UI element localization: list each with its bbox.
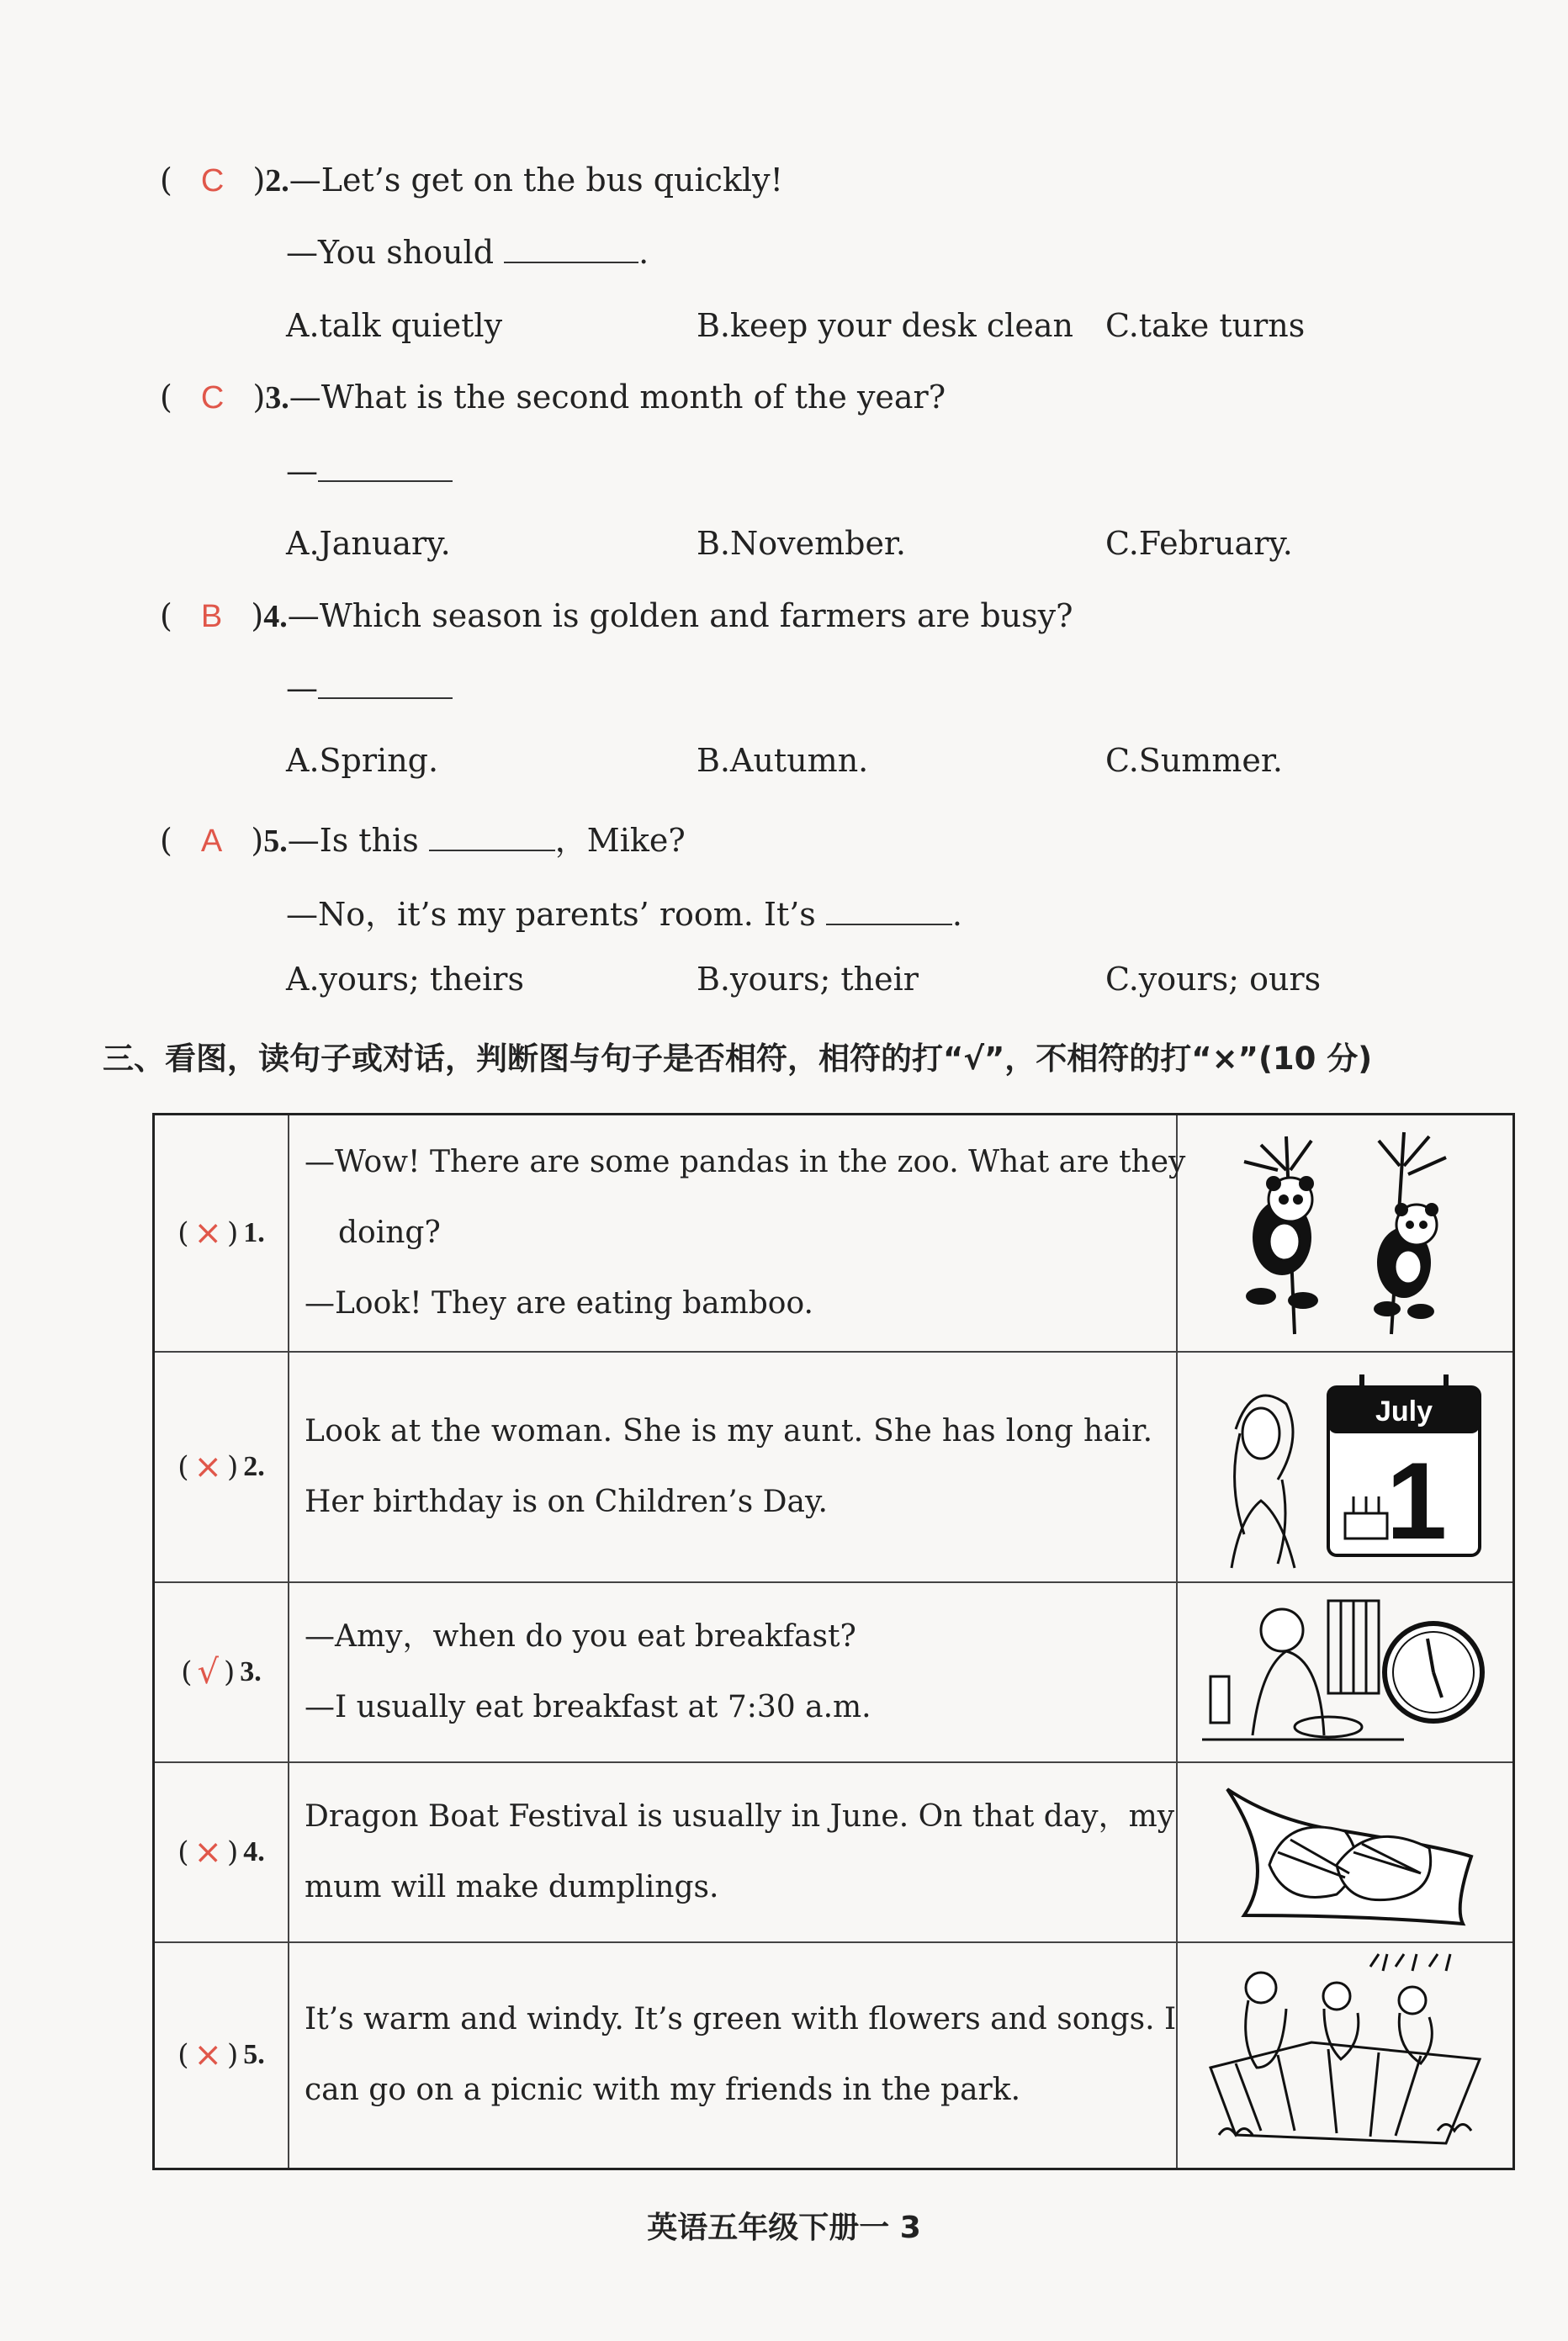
dumplings-on-leaf-image (1210, 1772, 1480, 1932)
row-text-line: Look at the woman. She is my aunt. She has long hair. (305, 1413, 1153, 1449)
page-footer: 英语五年级下册一 3 (647, 2211, 921, 2245)
answer-blank (318, 672, 453, 699)
pandas-picture (1177, 1115, 1514, 1352)
calendar-day: 1 (1385, 1438, 1448, 1562)
judge-mark: × (193, 2036, 222, 2075)
table-row (154, 1352, 1514, 1582)
question-3: ( C )3.—What is the second month of the year? (160, 379, 946, 416)
judge-mark: × (193, 1213, 222, 1253)
question-number: 3. (265, 380, 289, 416)
option-b: B.yours; their (697, 961, 919, 998)
question-4-response: — (286, 670, 453, 707)
row-text-line: can go on a picnic with my friends in the park. (305, 2073, 1021, 2108)
option-c: C.Summer. (1105, 742, 1283, 779)
row-number: ( × ) 5. (177, 2036, 265, 2075)
question-text: —What is the second month of the year? (289, 379, 946, 416)
row-text-line: It’s warm and windy. It’s green with flowers and songs. I (305, 2002, 1177, 2037)
row-text-line: Dragon Boat Festival is usually in June. On that day，my (305, 1798, 1175, 1834)
row-text-line: —I usually eat breakfast at 7:30 a.m. (305, 1689, 871, 1724)
option-c: C.February. (1105, 525, 1293, 562)
row-number: ( × ) 1. (177, 1213, 265, 1253)
option-a: A.January. (286, 525, 451, 562)
option-a: A.Spring. (286, 742, 439, 779)
answer-letter: C (200, 380, 225, 416)
breakfast-clock-picture (1177, 1582, 1514, 1762)
row-text-line: doing? (338, 1215, 441, 1250)
option-a: A.talk quietly (286, 307, 503, 344)
calendar-month: July (1375, 1395, 1433, 1427)
woman-and-calendar-image (1202, 1362, 1488, 1572)
picnic-picture (1177, 1942, 1514, 2169)
table-row (154, 1115, 1514, 1352)
question-text: —Let’s get on the bus quickly! (289, 162, 783, 199)
row-text-line: —Look! They are eating bamboo. (305, 1285, 813, 1321)
question-5-response: —No，it’s my parents’ room. It’s . (286, 896, 962, 933)
table-row (154, 1582, 1514, 1762)
option-c: C.take turns (1105, 307, 1306, 344)
zongzi-icon (1269, 1827, 1431, 1900)
row-number: ( √ ) 3. (181, 1652, 262, 1692)
answer-letter: A (200, 824, 223, 859)
row-number: ( × ) 4. (177, 1832, 265, 1872)
woman-calendar-picture (1177, 1352, 1514, 1582)
option-c: C.yours; ours (1105, 961, 1322, 998)
pandas-on-bamboo-image (1210, 1128, 1480, 1338)
question-text: —Which season is golden and farmers are busy? (287, 597, 1073, 634)
question-5: ( A )5.—Is this ，Mike? (160, 822, 686, 859)
option-b: B.keep your desk clean (697, 307, 1073, 344)
judge-mark: × (193, 1832, 222, 1872)
row-text-line: —Wow! There are some pandas in the zoo. What are they (305, 1144, 1186, 1179)
answer-blank (826, 898, 952, 925)
picnic-in-park-image (1202, 1950, 1488, 2160)
row-text-line: Her birthday is on Children’s Day. (305, 1484, 828, 1519)
dumplings-picture (1177, 1762, 1514, 1942)
judge-mark: √ (197, 1652, 219, 1692)
question-3-response: — (286, 453, 453, 490)
judge-mark: × (193, 1447, 222, 1486)
option-b: B.Autumn. (697, 742, 869, 779)
question-number: 2. (265, 163, 289, 199)
row-text-line: —Amy，when do you eat breakfast? (305, 1618, 856, 1654)
question-2-response: —You should . (286, 234, 649, 271)
option-a: A.yours; theirs (286, 961, 524, 998)
question-4: ( B )4.—Which season is golden and farmers are busy? (160, 597, 1073, 634)
question-number: 4. (263, 599, 288, 634)
section-3-title: 三、看图，读句子或对话，判断图与句子是否相符，相符的打“√”，不相符的打“×”(10 分) (103, 1041, 1373, 1077)
answer-letter: C (200, 163, 225, 199)
option-b: B.November. (697, 525, 907, 562)
answer-blank (318, 455, 453, 482)
question-number: 5. (263, 824, 288, 859)
row-text-line: mum will make dumplings. (305, 1869, 719, 1904)
table-row (154, 1942, 1514, 2169)
table-row (154, 1762, 1514, 1942)
row-number: ( × ) 2. (177, 1447, 265, 1486)
answer-letter: B (200, 599, 223, 634)
breakfast-and-clock-image (1202, 1592, 1488, 1752)
answer-blank (429, 824, 555, 851)
answer-blank (504, 236, 638, 263)
judge-table (152, 1113, 1515, 2170)
question-2: ( C )2.—Let’s get on the bus quickly! (160, 162, 783, 199)
